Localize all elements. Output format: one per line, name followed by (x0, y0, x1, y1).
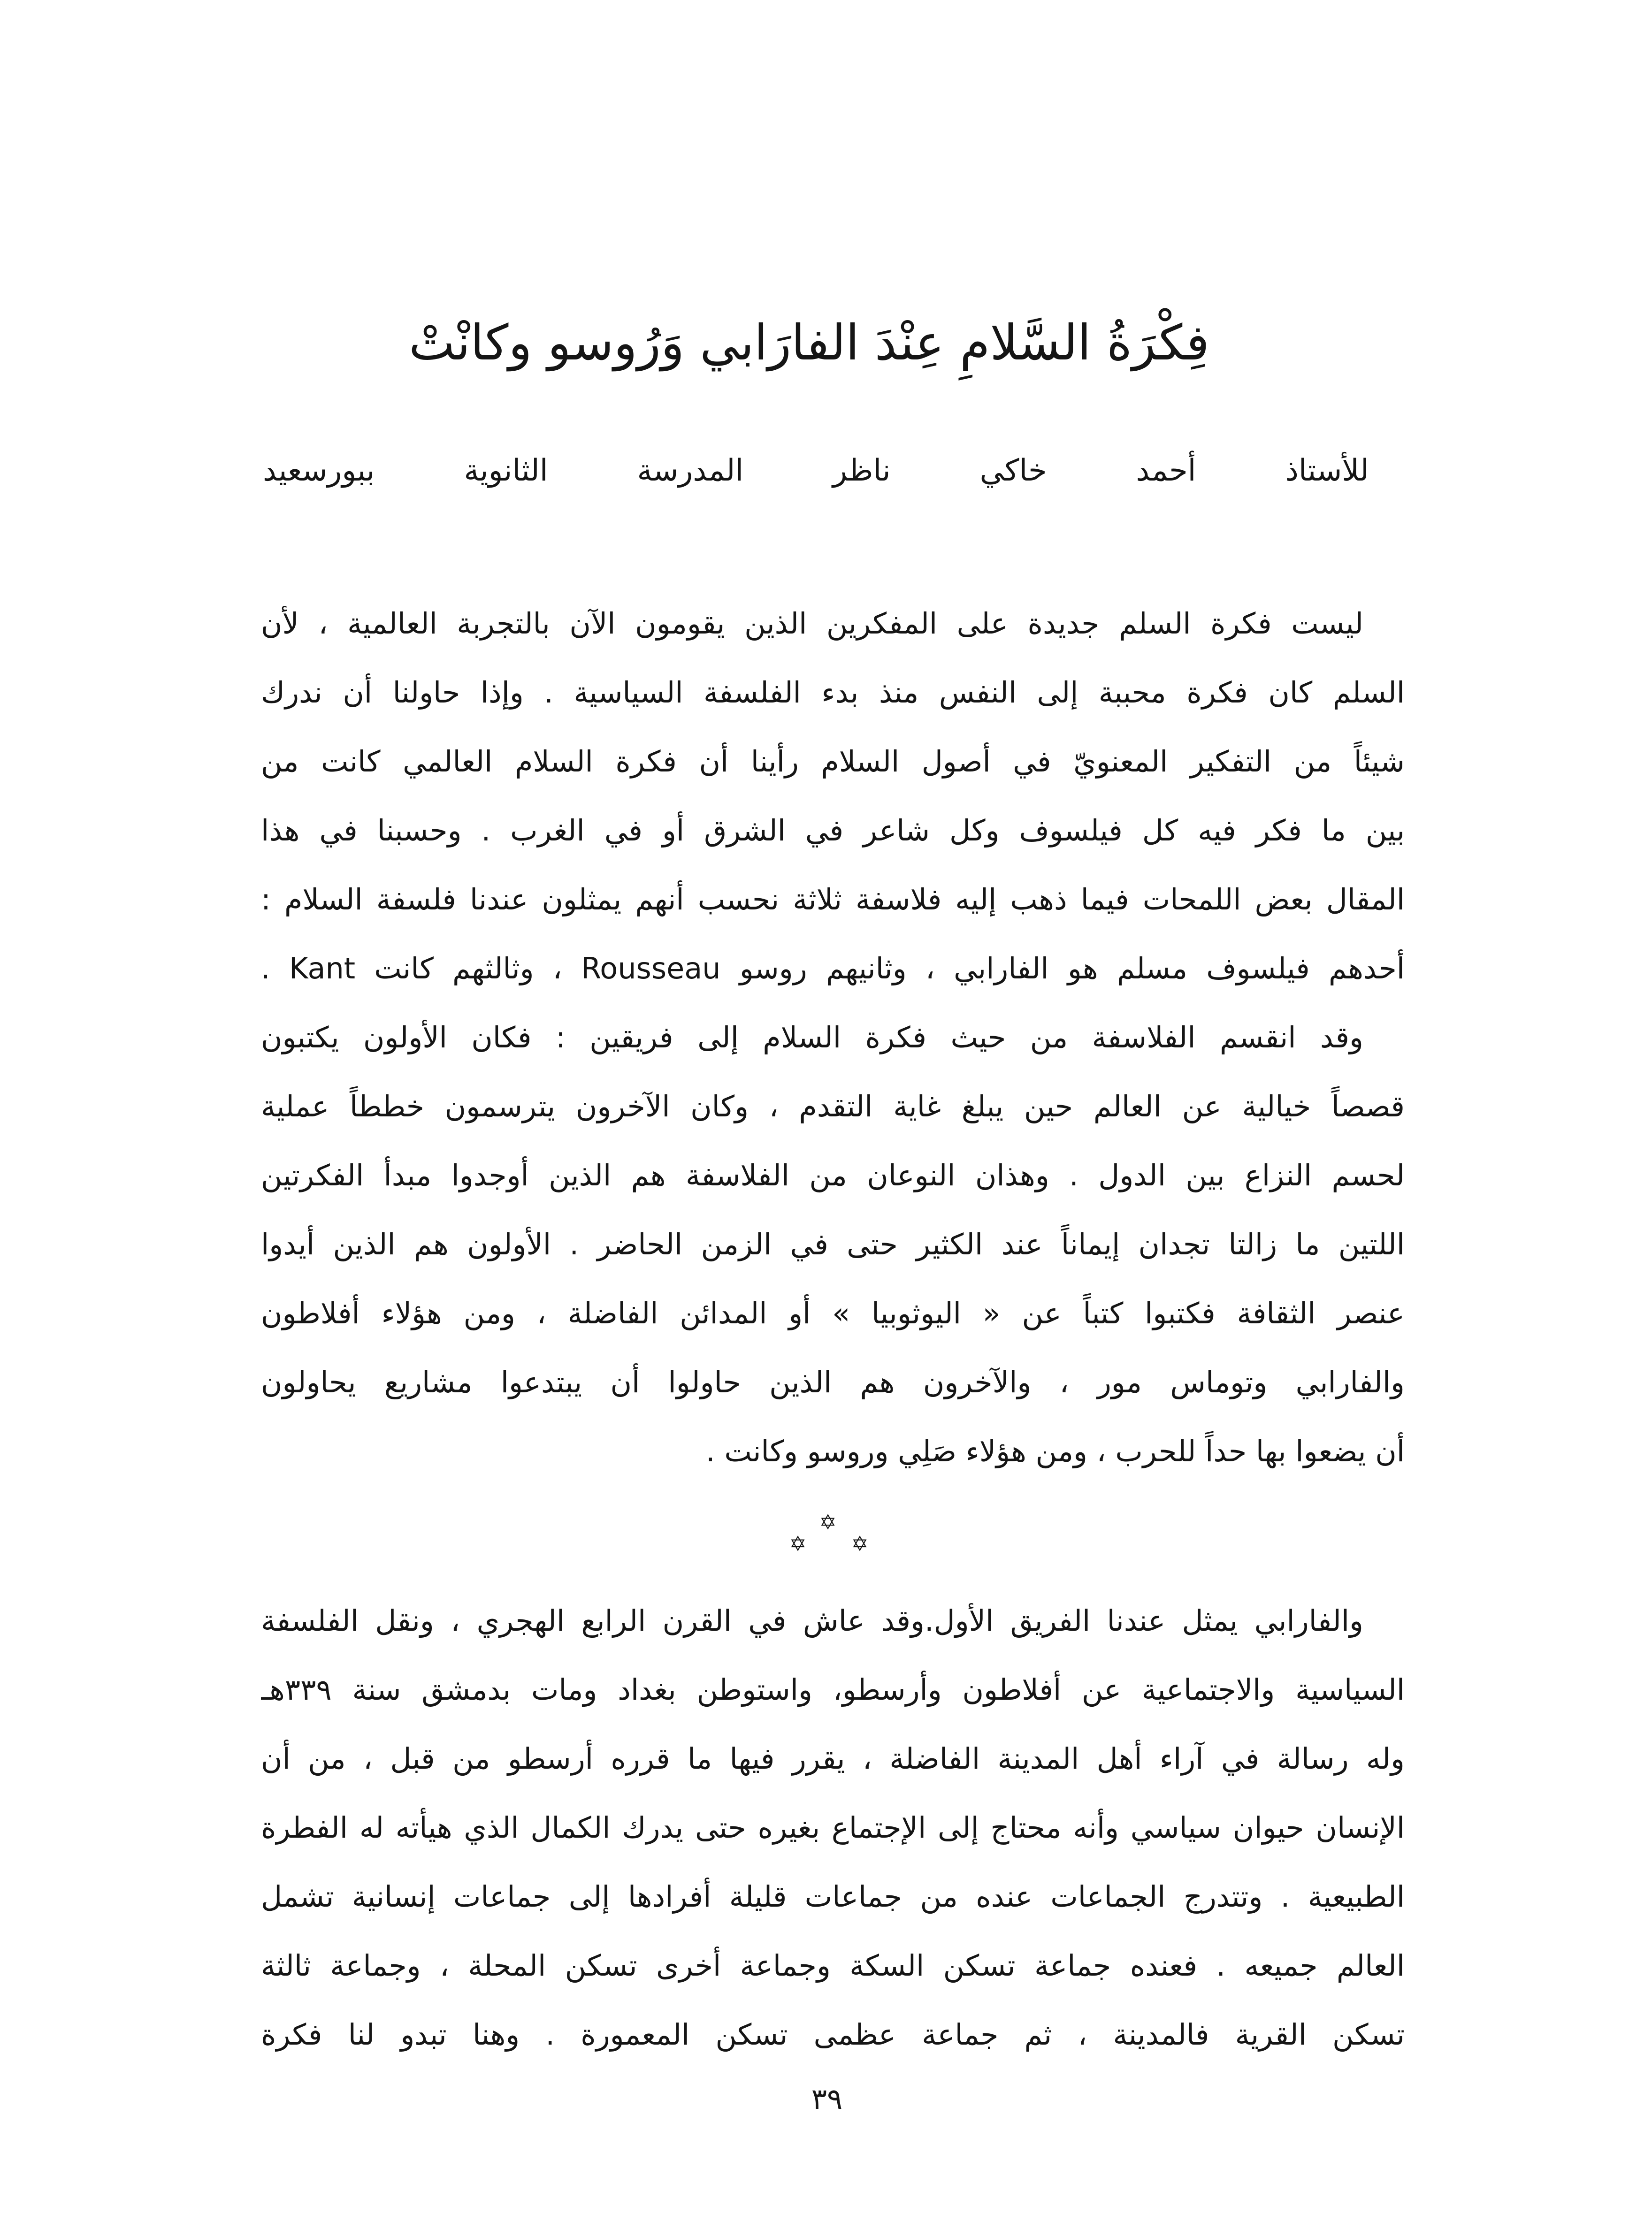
text-line-text: والفارابي وتوماس مور ، والآخرون هم الذين حاولوا أن يبتدعوا مشاريع يحاولون (261, 1365, 1405, 1399)
text-line-text: العالم جميعه . فعنده جماعة تسكن السكة وجماعة أخرى تسكن المحلة ، وجماعة ثالثة (261, 1948, 1405, 1983)
text-line (261, 1348, 1405, 1417)
text-line-text: ليست فكرة السلم جديدة على المفكرين الذين يقومون الآن بالتجربة العالمية ، لأن (261, 606, 1363, 641)
text-line-text: وله رسالة في آراء أهل المدينة الفاضلة ، يقرر فيها ما قرره أرسطو من قبل ، من أن (261, 1741, 1405, 1776)
text-line (261, 1417, 1405, 1486)
text-line-text: الطبيعية . وتتدرج الجماعات عنده من جماعات قليلة أفرادها إلى جماعات إنسانية تشمل (261, 1879, 1405, 1914)
text-block-lower (261, 1586, 1405, 2069)
text-line-text: قصصاً خيالية عن العالم حين يبلغ غاية التقدم ، وكان الآخرون يترسمون خططاً عملية (261, 1089, 1405, 1123)
text-line (261, 1862, 1405, 1931)
article-byline (263, 443, 1369, 498)
text-line-text: تسكن القرية فالمدينة ، ثم جماعة عظمى تسكن المعمورة . وهنا تبدو لنا فكرة (261, 2017, 1405, 2052)
text-line (261, 589, 1405, 658)
article-byline-text: للأستاذ أحمد خاكي ناظر المدرسة الثانوية ببورسعيد (263, 453, 1369, 488)
text-line-text: لحسم النزاع بين الدول . وهذان النوعان من الفلاسفة هم الذين أوجدوا مبدأ الفكرتين (261, 1158, 1405, 1192)
text-line-text: شيئاً من التفكير المعنويّ في أصول السلام رأينا أن فكرة السلام العالمي كانت من (261, 744, 1405, 779)
text-line (261, 658, 1405, 727)
paragraph (261, 1003, 1405, 1486)
text-line (261, 1210, 1405, 1279)
text-line-text: المقال بعض اللمحات فيما ذهب إليه فلاسفة ثلاثة نحسب أنهم يمثلون عندنا فلسفة السلام : (261, 882, 1405, 916)
text-line (261, 934, 1405, 1003)
text-line-text: السلم كان فكرة محببة إلى النفس منذ بدء الفلسفة السياسية . وإذا حاولنا أن ندرك (261, 675, 1405, 710)
star-icon: ✡ (789, 1532, 807, 1556)
text-line-text: اللتين ما زالتا تجدان إيماناً عند الكثير حتى في الزمن الحاضر . الأولون هم الذين أيدوا (261, 1227, 1405, 1261)
text-line (261, 1931, 1405, 2000)
page-number: ٣٩ (811, 2082, 843, 2116)
text-line (261, 1279, 1405, 1348)
text-line (261, 1724, 1405, 1793)
text-line-text: وقد انقسم الفلاسفة من حيث فكرة السلام إلى فريقين : فكان الأولون يكتبون (261, 1020, 1363, 1054)
text-line-text: السياسية والاجتماعية عن أفلاطون وأرسطو، واستوطن بغداد ومات بدمشق سنة ٣٣٩هـ (261, 1672, 1405, 1707)
text-line (261, 1072, 1405, 1141)
section-separator (770, 1509, 892, 1560)
text-line (261, 2000, 1405, 2069)
text-line (261, 727, 1405, 796)
text-line-text: والفارابي يمثل عندنا الفريق الأول.وقد عاش في القرن الرابع الهجري ، ونقل الفلسفة (261, 1603, 1363, 1638)
star-icon: ✡ (819, 1511, 837, 1535)
text-line (261, 1003, 1405, 1072)
text-line (261, 1655, 1405, 1724)
text-line (261, 1141, 1405, 1210)
text-line-text: أحدهم فيلسوف مسلم هو الفارابي ، وثانيهم روسو Rousseau ، وثالثهم كانت Kant . (261, 951, 1405, 985)
article-title (397, 287, 1221, 398)
article-title-text: فِكْرَةُ السَّلامِ عِنْدَ الفارَابي وَرُوسو وكانْتْ (409, 314, 1209, 371)
text-line (261, 865, 1405, 934)
text-line-text: بين ما فكر فيه كل فيلسوف وكل شاعر في الشرق أو في الغرب . وحسبنا في هذا (261, 813, 1405, 847)
text-line-text: الإنسان حيوان سياسي وأنه محتاج إلى الإجتماع بغيره حتى يدرك الكمال الذي هيأته له الفطرة (261, 1810, 1405, 1845)
text-block-upper (261, 589, 1405, 1486)
star-icon: ✡ (851, 1532, 869, 1556)
text-line (261, 796, 1405, 865)
paragraph (261, 1586, 1405, 2069)
text-line (261, 1793, 1405, 1862)
text-line-text: أن يضعوا بها حداً للحرب ، ومن هؤلاء صَلِي وروسو وكانت . (706, 1434, 1405, 1468)
paragraph (261, 589, 1405, 1003)
text-line-text: عنصر الثقافة فكتبوا كتباً عن « اليوثوبيا » أو المدائن الفاضلة ، ومن هؤلاء أفلاطون (261, 1296, 1405, 1330)
text-line (261, 1586, 1405, 1655)
